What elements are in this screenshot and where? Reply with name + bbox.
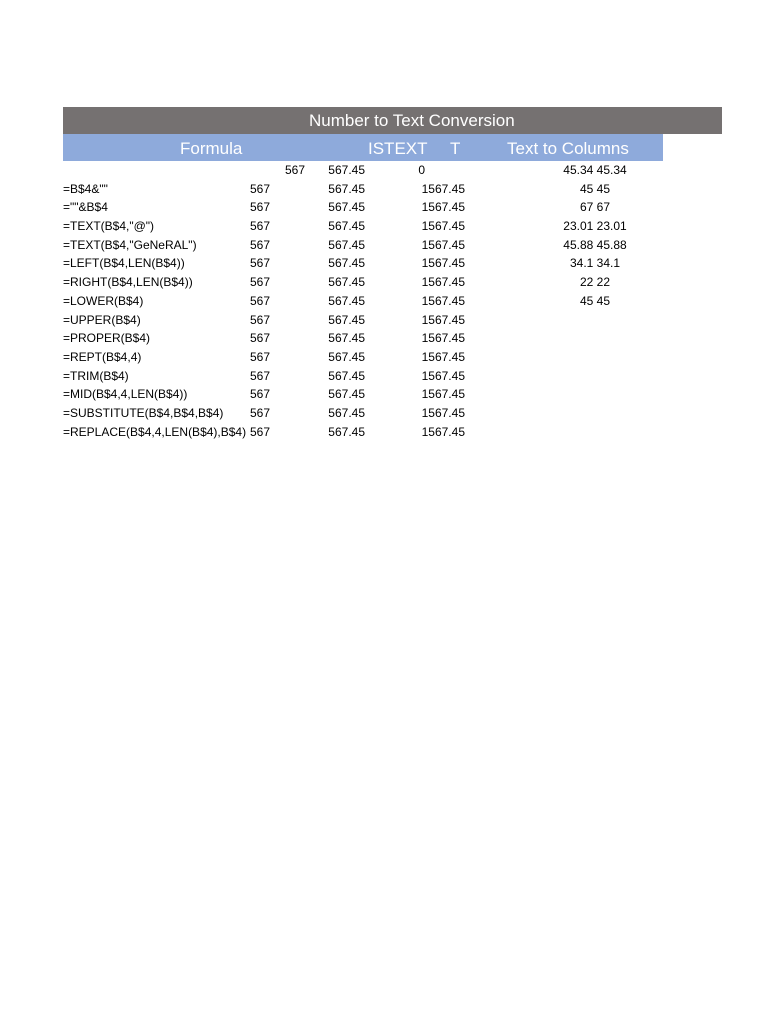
cell-value[interactable]: 567	[249, 275, 270, 290]
table-row	[0, 254, 768, 273]
cell-value[interactable]: 567.45	[328, 368, 365, 383]
cell-value[interactable]: 567	[249, 293, 270, 308]
header-row	[63, 134, 663, 161]
cell-value[interactable]: 567	[249, 312, 270, 327]
cell-value[interactable]: 1567.45	[421, 387, 465, 402]
table-row	[0, 161, 768, 180]
table-row	[0, 273, 768, 292]
cell-value[interactable]: 1567.45	[421, 219, 465, 234]
cell-formula[interactable]: =""&B$4	[63, 200, 108, 215]
cell-value[interactable]: 567	[249, 387, 270, 402]
cell-value[interactable]: 567.45	[328, 256, 365, 271]
cell-value[interactable]: 567.45	[328, 275, 365, 290]
cell-value[interactable]: 567	[249, 368, 270, 383]
cell-text-to-columns[interactable]: 67 67	[579, 200, 611, 215]
cell-value[interactable]: 567	[249, 200, 270, 215]
header-text-to-columns[interactable]: Text to Columns	[507, 139, 629, 158]
title-bar	[63, 107, 722, 134]
cell-formula[interactable]: =TEXT(B$4,"@")	[63, 219, 155, 234]
cell-formula[interactable]: =SUBSTITUTE(B$4,B$4,B$4)	[63, 405, 224, 420]
cell-formula[interactable]: =TEXT(B$4,"GeNeRAL")	[63, 237, 197, 252]
cell-value[interactable]: 567.45	[328, 200, 365, 215]
cell-value[interactable]: 567	[249, 237, 270, 252]
cell-value[interactable]: 1567.45	[421, 368, 465, 383]
cell-value[interactable]: 567	[249, 256, 270, 271]
cell-text-to-columns[interactable]: 45.34 45.34	[563, 163, 627, 177]
cell-text-to-columns[interactable]: 45 45	[579, 293, 611, 308]
cell-formula[interactable]: =RIGHT(B$4,LEN(B$4))	[63, 275, 193, 290]
cell-text-to-columns[interactable]: 34.1 34.1	[569, 256, 621, 271]
cell-value[interactable]: 1567.45	[421, 237, 465, 252]
cell-value[interactable]: 567.45	[328, 424, 365, 439]
header-formula[interactable]: Formula	[180, 139, 243, 158]
cell-value[interactable]: 567	[284, 163, 305, 177]
cell-formula[interactable]: =LOWER(B$4)	[63, 293, 144, 308]
data-table	[0, 161, 768, 441]
cell-formula[interactable]: =LEFT(B$4,LEN(B$4))	[63, 256, 185, 271]
cell-value[interactable]: 567.45	[328, 387, 365, 402]
table-row	[0, 236, 768, 255]
table-row	[0, 348, 768, 367]
cell-text-to-columns[interactable]: 23.01 23.01	[563, 219, 627, 234]
cell-formula[interactable]: =MID(B$4,4,LEN(B$4))	[63, 387, 188, 402]
cell-value[interactable]: 567	[249, 424, 270, 439]
cell-value[interactable]: 1567.45	[421, 200, 465, 215]
cell-value[interactable]: 567.45	[328, 312, 365, 327]
cell-value[interactable]: 567.45	[328, 181, 365, 196]
table-row	[0, 198, 768, 217]
cell-formula[interactable]: =UPPER(B$4)	[63, 312, 141, 327]
cell-formula[interactable]: =REPT(B$4,4)	[63, 349, 142, 364]
cell-value[interactable]: 567.45	[328, 293, 365, 308]
table-row	[0, 423, 768, 442]
cell-value[interactable]: 567	[249, 405, 270, 420]
cell-value[interactable]: 567.45	[328, 219, 365, 234]
cell-value[interactable]: 1567.45	[421, 349, 465, 364]
table-row	[0, 404, 768, 423]
cell-value[interactable]: 567.45	[328, 163, 365, 177]
cell-value[interactable]: 1567.45	[421, 312, 465, 327]
cell-formula[interactable]: =REPLACE(B$4,4,LEN(B$4),B$4)	[63, 424, 247, 439]
cell-value[interactable]: 567.45	[328, 349, 365, 364]
table-row	[0, 217, 768, 236]
sheet-title: Number to Text Conversion	[309, 111, 515, 130]
cell-value[interactable]: 567	[249, 349, 270, 364]
cell-value[interactable]: 567.45	[328, 331, 365, 346]
cell-value[interactable]: 567.45	[328, 405, 365, 420]
cell-formula[interactable]: =B$4&""	[63, 181, 108, 196]
cell-formula[interactable]: =PROPER(B$4)	[63, 331, 151, 346]
cell-value[interactable]: 0	[418, 163, 425, 177]
cell-value[interactable]: 1567.45	[421, 293, 465, 308]
cell-value[interactable]: 1567.45	[421, 405, 465, 420]
cell-value[interactable]: 567.45	[328, 237, 365, 252]
cell-value[interactable]: 567	[249, 219, 270, 234]
table-row	[0, 367, 768, 386]
cell-formula[interactable]: =TRIM(B$4)	[63, 368, 129, 383]
table-row	[0, 180, 768, 199]
table-row	[0, 311, 768, 330]
cell-value[interactable]: 1567.45	[421, 424, 465, 439]
table-row	[0, 329, 768, 348]
cell-value[interactable]: 1567.45	[421, 331, 465, 346]
cell-text-to-columns[interactable]: 45 45	[579, 181, 611, 196]
cell-value[interactable]: 1567.45	[421, 256, 465, 271]
cell-value[interactable]: 1567.45	[421, 181, 465, 196]
cell-value[interactable]: 567	[249, 331, 270, 346]
cell-text-to-columns[interactable]: 45.88 45.88	[563, 237, 627, 252]
cell-text-to-columns[interactable]: 22 22	[579, 275, 611, 290]
cell-value[interactable]: 1567.45	[421, 275, 465, 290]
header-istext[interactable]: ISTEXT	[368, 139, 428, 158]
header-t[interactable]: T	[450, 139, 461, 158]
cell-value[interactable]: 567	[249, 181, 270, 196]
table-row	[0, 385, 768, 404]
table-row	[0, 292, 768, 311]
